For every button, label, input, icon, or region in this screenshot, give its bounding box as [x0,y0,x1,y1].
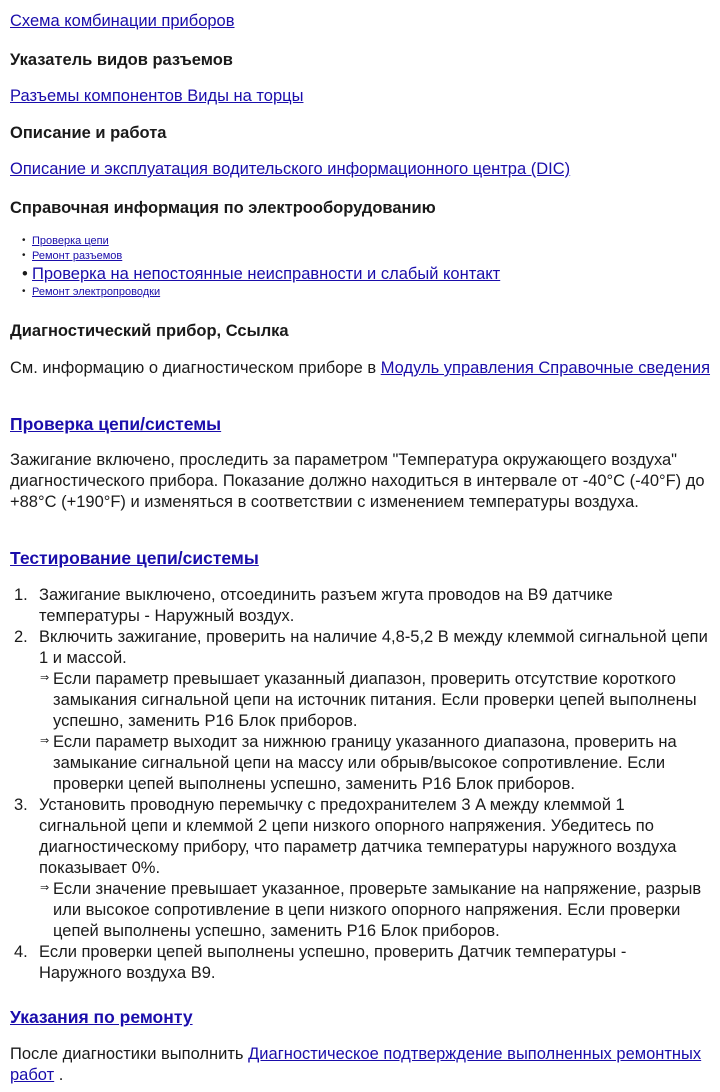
step-text: Если проверки цепей выполнены успешно, проверить Датчик температуры - Наружного воздуха B9. [39,943,627,982]
substep-text: Если параметр превышает указанный диапазон, проверить отсутствие короткого замыкания сигнальной цепи на источник питания. Если проверки цепей выполнены успешно, заменить P16 Блок приборов. [53,670,697,730]
list-item [10,264,712,285]
repair-heading[interactable]: Указания по ремонту [10,1007,193,1027]
circuit-check-paragraph [10,450,712,513]
substep-item [39,732,712,795]
control-module-ref-link[interactable]: Модуль управления Справочные сведения [380,359,711,377]
list-item [10,249,712,263]
connector-repair-link[interactable]: Ремонт разъемов [32,250,123,262]
connector-index-heading: Указатель видов разъемов [10,51,233,69]
dic-link-row [10,159,712,180]
circuit-check-heading[interactable]: Проверка цепи/системы [10,414,222,434]
step-item [10,585,712,627]
arrow-right-icon: ⇒ [40,882,50,894]
substep-item [39,879,712,942]
repair-paragraph [10,1044,712,1086]
connector-views-link[interactable]: Разъемы компонентов Виды на торцы [10,87,304,105]
repair-heading-row [10,1007,712,1029]
arrow-right-icon: ⇒ [40,672,50,684]
diag-tool-text: См. информацию о диагностическом приборе в [10,359,381,377]
step-number: 2. [14,628,28,646]
step-substeps [39,669,712,795]
circuit-test-steps [10,585,712,984]
description-heading: Описание и работа [10,124,167,142]
circuit-test-heading-row [10,548,712,570]
step-item [10,627,712,795]
electrical-ref-list [10,234,712,299]
repair-tail: . [54,1066,64,1084]
substep-item [39,669,712,732]
scheme-link-row [10,11,712,32]
diag-tool-paragraph [10,358,712,379]
list-item [10,285,712,299]
step-text: Установить проводную перемычку с предохранителем 3 A между клеммой 1 сигнальной цепи и клеммой 2 цепи низкого опорного напряжения. Убедитесь по диагностическому прибору, что параметр датчика температуры наружного воздуха показывает 0%. [39,796,677,877]
step-item [10,942,712,984]
step-number: 1. [14,586,28,604]
step-substeps [39,879,712,942]
connector-link-row [10,86,712,107]
substep-text: Если значение превышает указанное, проверьте замыкание на напряжение, разрыв или высокое сопротивление в цепи низкого опорного напряжения. Если проверки цепей выполнены успешно, заменить P16 Блок приборов. [53,880,702,940]
electrical-ref-heading: Справочная информация по электрооборудованию [10,199,436,217]
step-number: 4. [14,943,28,961]
circuit-test-steps-wrap [10,585,712,984]
diag-tool-heading: Диагностический прибор, Ссылка [10,322,289,340]
intermittent-check-link[interactable]: Проверка на непостоянные неисправности и слабый контакт [32,265,501,283]
repair-confirmation-link[interactable]: Диагностическое подтверждение выполненных ремонтных работ [10,1045,702,1084]
scheme-link[interactable]: Схема комбинации приборов [10,12,235,30]
step-text: Включить зажигание, проверить на наличие 4,8-5,2 В между клеммой сигнальной цепи 1 и массой. [39,628,708,667]
dic-description-link[interactable]: Описание и эксплуатация водительского информационного центра (DIC) [10,160,571,178]
circuit-check-link[interactable]: Проверка цепи [32,235,109,247]
step-number: 3. [14,796,28,814]
wiring-repair-link[interactable]: Ремонт электропроводки [32,286,161,298]
repair-text: После диагностики выполнить [10,1045,249,1063]
arrow-right-icon: ⇒ [40,735,50,747]
circuit-check-text: Зажигание включено, проследить за параметром "Температура окружающего воздуха" диагностического прибора. Показание должно находиться в интервале от -40°C (-40°F) до +88°C (+190°F) и изменяться в соответствии с изменением температуры воздуха. [10,451,705,511]
circuit-test-heading[interactable]: Тестирование цепи/системы [10,548,259,568]
step-item [10,795,712,942]
electrical-ref-list-wrap [10,234,712,300]
step-text: Зажигание выключено, отсоединить разъем жгута проводов на B9 датчике температуры - Наружный воздух. [39,586,613,625]
circuit-check-heading-row [10,414,712,436]
list-item [10,234,712,248]
substep-text: Если параметр выходит за нижнюю границу указанного диапазона, проверить на замыкание сигнальной цепи на массу или обрыв/высокое сопротивление. Если проверки цепей выполнены успешно, заменить P16 Блок приборов. [53,733,677,793]
